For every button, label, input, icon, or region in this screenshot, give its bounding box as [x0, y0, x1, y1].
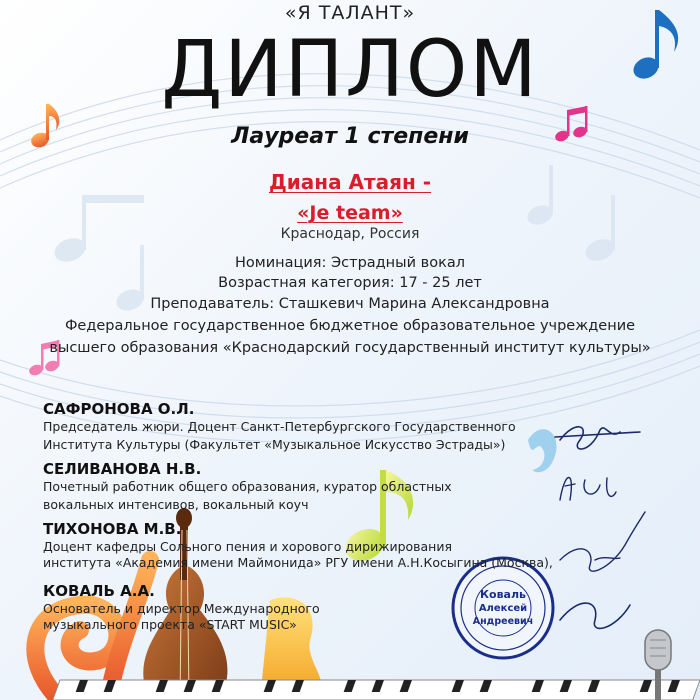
stamp-line-2: Алексей: [478, 603, 528, 614]
jury-member-4-desc-2: музыкального проекта «START MUSIC»: [43, 617, 297, 632]
nomination: Номинация: Эстрадный вокал: [235, 255, 465, 271]
city: Краснодар, Россия: [280, 226, 420, 242]
contest-name: «Я ТАЛАНТ»: [284, 2, 416, 24]
jury-member-2-name: СЕЛИВАНОВА Н.В.: [43, 460, 202, 478]
participant-name: [0, 170, 700, 194]
team-name-text: «Je team»: [297, 202, 403, 224]
jury-member-2-desc-2: вокальных интенсивов, вокальный коуч: [43, 497, 309, 512]
jury-member-3-desc-2: института «Академия имени Маймонида» РГУ имени А.Н.Косыгина (Москва),: [43, 555, 553, 570]
jury-member-4-name: КОВАЛЬ А.А.: [43, 582, 155, 600]
jury-member-3-name: ТИХОНОВА М.В.: [43, 520, 182, 538]
team-name: [0, 202, 700, 224]
jury-member-2-desc-1: Почетный работник общего образования, куратор областных: [43, 479, 452, 494]
laureate-degree: Лауреат 1 степени: [231, 124, 469, 149]
age-category: Возрастная категория: 17 - 25 лет: [218, 275, 482, 291]
institution-line-2: высшего образования «Краснодарский государственный институт культуры»: [49, 340, 651, 356]
stamp-line-3: Андреевич: [472, 616, 534, 627]
institution-line-1: Федеральное государственное бюджетное образовательное учреждение: [64, 318, 636, 334]
jury-member-1-desc-1: Председатель жюри. Доцент Санкт-Петербургского Государственного: [43, 419, 516, 434]
participant-name-text: Диана Атаян -: [268, 170, 432, 194]
stamp-line-1: Коваль: [480, 588, 526, 601]
jury-member-1-desc-2: Института Культуры (Факультет «Музыкальное Искусство Эстрады»): [43, 437, 506, 452]
stamp-text: [453, 558, 553, 658]
jury-member-3-desc-1: Доцент кафедры Сольного пения и хорового дирижирования: [43, 539, 453, 554]
piano-keys: [53, 680, 700, 700]
jury-member-4-desc-1: Основатель и директор Международного: [43, 601, 320, 616]
jury-member-1-name: САФРОНОВА О.Л.: [43, 400, 195, 418]
teacher: Преподаватель: Сташкевич Марина Александровна: [150, 296, 550, 312]
diploma-title: ДИПЛОМ: [161, 25, 539, 115]
